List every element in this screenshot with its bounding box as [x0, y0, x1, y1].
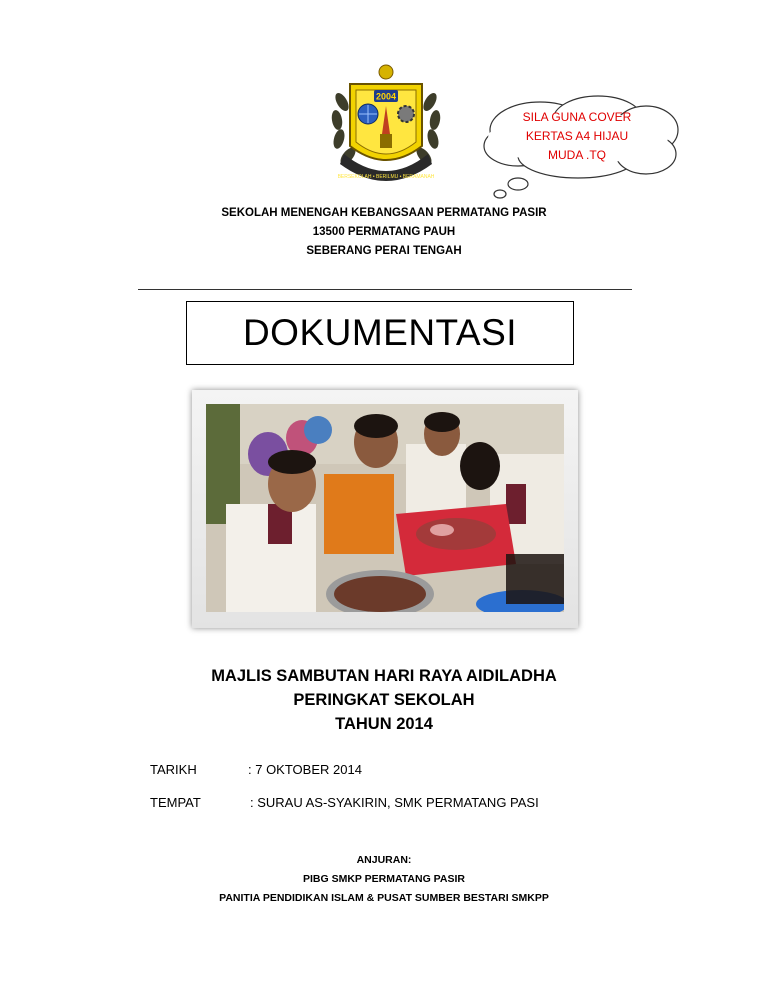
school-address-line-2: SEBERANG PERAI TENGAH: [306, 245, 462, 257]
organizer-heading: ANJURAN:: [356, 854, 412, 866]
date-value: : 7 OKTOBER 2014: [248, 762, 362, 777]
place-label: TEMPAT: [150, 795, 201, 810]
cloud-note: [502, 108, 652, 165]
cloud-note-line-3: MUDA .TQ: [547, 148, 606, 162]
event-photo: [206, 404, 564, 612]
logo-motto: BERSEKOLAH • BERILMU • BERAMANAH: [337, 174, 435, 180]
cloud-note-line-2: KERTAS A4 HIJAU: [525, 129, 629, 143]
date-label: TARIKH: [150, 762, 197, 777]
title-box: [186, 301, 574, 365]
school-logo: [328, 62, 444, 186]
school-name: SEKOLAH MENENGAH KEBANGSAAN PERMATANG PASIR: [221, 207, 547, 219]
school-address-line-1: 13500 PERMATANG PAUH: [312, 226, 456, 238]
cloud-note-line-1: SILA GUNA COVER: [522, 110, 632, 124]
organizer-line-1: PIBG SMKP PERMATANG PASIR: [303, 873, 465, 885]
event-line-3: TAHUN 2014: [335, 715, 433, 733]
organizer-block: [0, 851, 768, 908]
divider-line: [138, 289, 632, 290]
event-line-2: PERINGKAT SEKOLAH: [293, 691, 475, 709]
logo-year-text: 2004: [375, 91, 397, 102]
organizer-line-2: PANITIA PENDIDIKAN ISLAM & PUSAT SUMBER BESTARI SMKPP: [219, 892, 549, 904]
event-line-1: MAJLIS SAMBUTAN HARI RAYA AIDILADHA: [211, 667, 557, 685]
school-header: [0, 204, 768, 261]
place-value: : SURAU AS-SYAKIRIN, SMK PERMATANG PASI: [250, 795, 539, 810]
document-title: DOKUMENTASI: [242, 312, 518, 353]
event-title: [0, 664, 768, 736]
